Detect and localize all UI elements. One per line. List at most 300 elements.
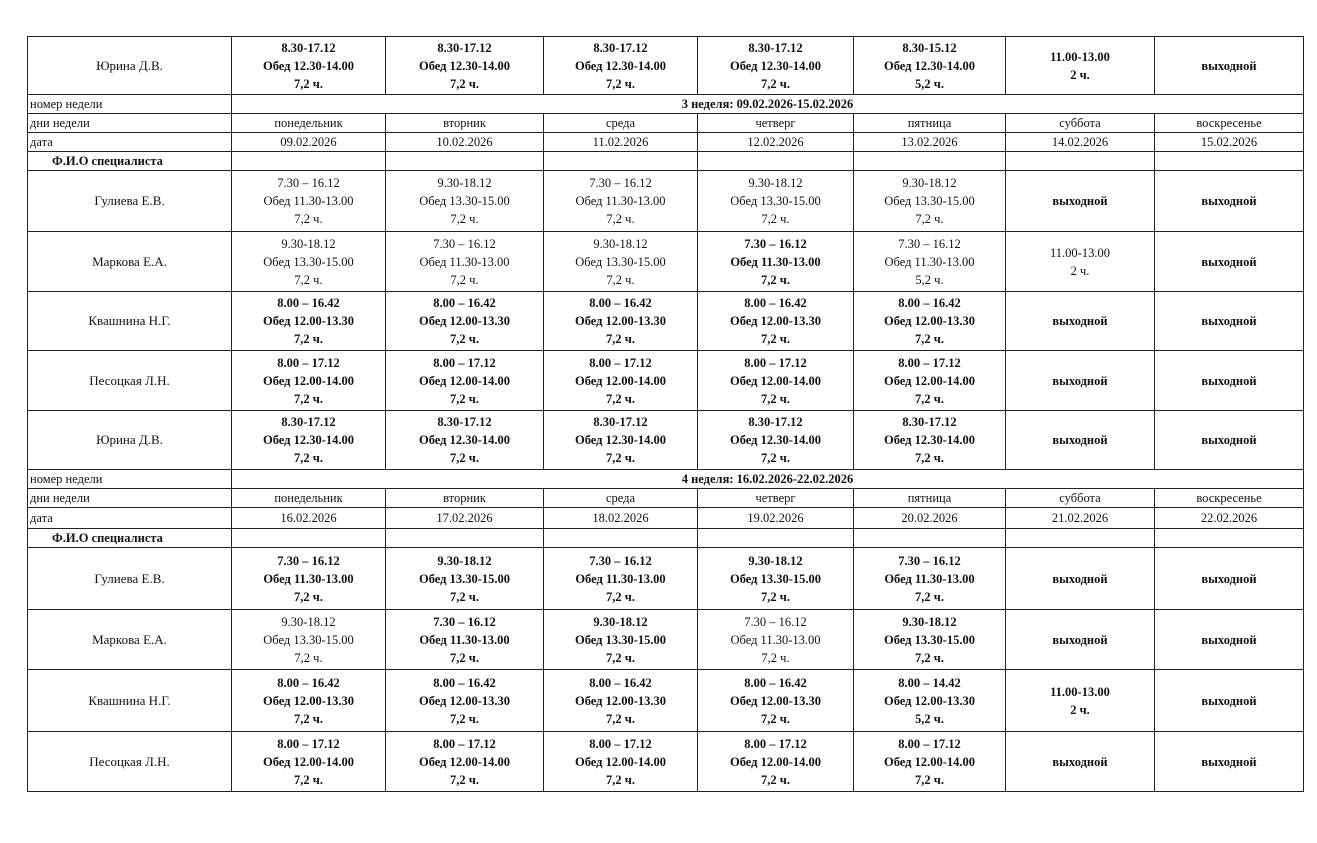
shift-line: Обед 12.30-14.00: [262, 58, 355, 73]
shift-cell: [698, 610, 854, 670]
weekday-name: понедельник: [232, 489, 386, 508]
shift-line: выходной: [1052, 571, 1108, 586]
empty-cell: [386, 529, 544, 548]
shift-line: 5,2 ч.: [915, 272, 944, 287]
shift-line: Обед 11.30-13.00: [263, 571, 354, 586]
shift-line: 9.30-18.12: [593, 614, 648, 629]
shift-line: 7.30 – 16.12: [898, 236, 961, 251]
shift-cell: [386, 548, 544, 610]
shift-line: 8.00 – 17.12: [433, 355, 496, 370]
empty-cell: [544, 152, 698, 171]
shift-line: 8.00 – 17.12: [589, 736, 652, 751]
weekday-name: воскресенье: [1155, 114, 1304, 133]
shift-cell: [854, 171, 1006, 232]
shift-line: выходной: [1201, 58, 1257, 73]
shift-line: Обед 12.00-14.00: [418, 373, 511, 388]
shift-line: Обед 13.30-15.00: [884, 194, 975, 208]
shift-line: Обед 11.30-13.00: [419, 632, 510, 647]
shift-cell: [544, 232, 698, 292]
specialist-header: Ф.И.О специалиста: [28, 152, 232, 171]
shift-line: Обед 12.00-14.00: [883, 373, 976, 388]
shift-line: 8.00 – 16.42: [744, 675, 807, 690]
shift-cell: [544, 292, 698, 351]
shift-line: 7,2 ч.: [606, 272, 635, 287]
shift-line: Обед 11.30-13.00: [575, 571, 666, 586]
shift-line: Обед 12.30-14.00: [574, 58, 667, 73]
specialist-header-row: [28, 152, 1304, 171]
specialist-row: [28, 548, 1304, 610]
shift-line: 7,2 ч.: [761, 272, 790, 287]
shift-line: 7,2 ч.: [761, 711, 790, 726]
shift-line: 8.00 – 17.12: [744, 736, 807, 751]
specialist-name: Песоцкая Л.Н.: [28, 351, 232, 411]
shift-line: Обед 13.30-15.00: [263, 254, 354, 269]
shift-line: 9.30-18.12: [902, 614, 957, 629]
shift-line: 8.00 – 17.12: [589, 355, 652, 370]
shift-line: выходной: [1201, 754, 1257, 769]
shift-cell: [854, 610, 1006, 670]
shift-line: 7,2 ч.: [761, 451, 790, 465]
shift-cell: [1155, 548, 1304, 610]
shift-cell: [386, 351, 544, 411]
shift-cell: [1155, 732, 1304, 792]
shift-cell: [232, 732, 386, 792]
shift-line: Обед 11.30-13.00: [730, 632, 821, 647]
shift-line: 7,2 ч.: [606, 76, 635, 91]
shift-line: 7,2 ч.: [606, 212, 635, 226]
shift-cell: [1155, 610, 1304, 670]
shift-line: 7,2 ч.: [761, 772, 790, 787]
shift-cell: [1006, 232, 1155, 292]
date-cell: 20.02.2026: [854, 508, 1006, 529]
shift-line: 7,2 ч.: [294, 650, 323, 665]
shift-line: Обед 12.00-14.00: [729, 373, 822, 388]
shift-line: Обед 13.30-15.00: [883, 632, 976, 647]
empty-cell: [698, 529, 854, 548]
shift-cell: [854, 232, 1006, 292]
week-title: 3 неделя: 09.02.2026-15.02.2026: [232, 95, 1304, 114]
shift-cell: [544, 670, 698, 732]
week-number-row: [28, 470, 1304, 489]
specialist-name: Юрина Д.В.: [28, 411, 232, 470]
shift-line: 9.30-18.12: [748, 553, 803, 568]
shift-line: Обед 12.00-13.30: [574, 314, 667, 328]
shift-line: 7,2 ч.: [294, 391, 323, 406]
shift-line: Обед 12.00-14.00: [262, 754, 355, 769]
shift-cell: [854, 292, 1006, 351]
shift-line: 9.30-18.12: [437, 176, 492, 190]
shift-line: 7.30 – 16.12: [589, 176, 652, 190]
shift-line: Обед 12.00-13.30: [262, 693, 355, 708]
shift-line: 7,2 ч.: [294, 212, 323, 226]
shift-line: 9.30-18.12: [593, 236, 648, 251]
shift-line: выходной: [1201, 571, 1257, 586]
dates-row: [28, 508, 1304, 529]
shift-cell: [1155, 171, 1304, 232]
shift-cell: [854, 351, 1006, 411]
empty-cell: [1006, 529, 1155, 548]
shift-cell: [854, 411, 1006, 470]
shift-line: Обед 11.30-13.00: [884, 571, 975, 586]
shift-cell: [698, 37, 854, 95]
shift-line: 2 ч.: [1070, 263, 1090, 278]
shift-line: 7,2 ч.: [294, 451, 323, 465]
shift-cell: [232, 610, 386, 670]
schedule-body: [28, 37, 1304, 792]
shift-line: выходной: [1201, 433, 1257, 447]
shift-line: Обед 11.30-13.00: [575, 194, 666, 208]
specialist-row: [28, 232, 1304, 292]
shift-line: 8.00 – 17.12: [277, 355, 340, 370]
shift-cell: [386, 37, 544, 95]
shift-line: 8.30-17.12: [593, 415, 648, 429]
shift-line: 2 ч.: [1070, 67, 1090, 82]
shift-cell: [232, 37, 386, 95]
shift-line: 8.30-17.12: [593, 40, 648, 55]
shift-line: 8.00 – 17.12: [433, 736, 496, 751]
shift-line: Обед 13.30-15.00: [419, 194, 510, 208]
shift-cell: [544, 411, 698, 470]
date-cell: 11.02.2026: [544, 133, 698, 152]
shift-line: выходной: [1201, 194, 1257, 208]
shift-line: 7,2 ч.: [761, 589, 790, 604]
week-number-label: номер недели: [28, 95, 232, 114]
shift-cell: [698, 670, 854, 732]
specialist-name: Квашнина Н.Г.: [28, 292, 232, 351]
shift-line: 7,2 ч.: [761, 76, 790, 91]
empty-cell: [232, 152, 386, 171]
shift-cell: [232, 411, 386, 470]
week-number-row: [28, 95, 1304, 114]
shift-cell: [544, 732, 698, 792]
specialist-name: Юрина Д.В.: [28, 37, 232, 95]
shift-line: 7.30 – 16.12: [433, 614, 496, 629]
shift-line: выходной: [1201, 373, 1257, 388]
shift-line: выходной: [1052, 433, 1108, 447]
date-cell: 17.02.2026: [386, 508, 544, 529]
shift-cell: [1006, 732, 1155, 792]
shift-cell: [698, 232, 854, 292]
weekday-name: среда: [544, 489, 698, 508]
shift-cell: [232, 670, 386, 732]
shift-line: 8.00 – 16.42: [898, 296, 961, 310]
shift-line: 8.30-17.12: [902, 415, 957, 429]
week-title: 4 неделя: 16.02.2026-22.02.2026: [232, 470, 1304, 489]
empty-cell: [698, 152, 854, 171]
shift-cell: [232, 351, 386, 411]
shift-cell: [544, 548, 698, 610]
shift-line: 8.00 – 17.12: [898, 736, 961, 751]
shift-line: 7,2 ч.: [450, 272, 479, 287]
date-cell: 22.02.2026: [1155, 508, 1304, 529]
shift-line: Обед 12.00-13.30: [418, 314, 511, 328]
weekdays-row: [28, 114, 1304, 133]
weekday-name: суббота: [1006, 114, 1155, 133]
shift-cell: [1006, 351, 1155, 411]
specialist-name: Маркова Е.А.: [28, 232, 232, 292]
date-cell: 21.02.2026: [1006, 508, 1155, 529]
shift-line: 7,2 ч.: [450, 589, 479, 604]
weekday-name: пятница: [854, 114, 1006, 133]
date-cell: 19.02.2026: [698, 508, 854, 529]
specialist-row: [28, 37, 1304, 95]
shift-line: 8.00 – 16.42: [433, 296, 496, 310]
shift-cell: [854, 548, 1006, 610]
shift-line: 8.00 – 17.12: [898, 355, 961, 370]
shift-line: Обед 12.30-14.00: [883, 58, 976, 73]
shift-cell: [386, 171, 544, 232]
shift-line: 8.30-17.12: [748, 40, 803, 55]
shift-line: 8.00 – 16.42: [589, 675, 652, 690]
shift-line: 7.30 – 16.12: [744, 236, 807, 251]
shift-line: 7,2 ч.: [294, 772, 323, 787]
weekday-name: четверг: [698, 489, 854, 508]
shift-line: Обед 12.00-13.30: [262, 314, 355, 328]
shift-line: 9.30-18.12: [748, 176, 803, 190]
empty-cell: [1155, 529, 1304, 548]
shift-line: 8.00 – 16.42: [744, 296, 807, 310]
shift-cell: [698, 548, 854, 610]
weekday-name: пятница: [854, 489, 1006, 508]
shift-line: Обед 12.30-14.00: [729, 433, 822, 447]
shift-line: Обед 12.00-13.30: [574, 693, 667, 708]
shift-line: 7,2 ч.: [761, 650, 790, 665]
shift-cell: [698, 171, 854, 232]
shift-cell: [698, 732, 854, 792]
specialist-row: [28, 732, 1304, 792]
shift-line: 7.30 – 16.12: [744, 614, 807, 629]
shift-line: 7,2 ч.: [450, 451, 479, 465]
shift-cell: [698, 411, 854, 470]
date-cell: 18.02.2026: [544, 508, 698, 529]
shift-cell: [1006, 292, 1155, 351]
shift-line: 8.30-17.12: [281, 40, 336, 55]
shift-cell: [232, 292, 386, 351]
shift-line: 8.00 – 16.42: [277, 296, 340, 310]
shift-cell: [1006, 670, 1155, 732]
shift-line: Обед 13.30-15.00: [574, 632, 667, 647]
date-cell: 15.02.2026: [1155, 133, 1304, 152]
shift-cell: [386, 292, 544, 351]
empty-cell: [544, 529, 698, 548]
shift-line: 7,2 ч.: [761, 391, 790, 406]
shift-line: 9.30-18.12: [281, 614, 336, 629]
shift-cell: [386, 670, 544, 732]
shift-line: 7,2 ч.: [915, 451, 944, 465]
empty-cell: [1155, 152, 1304, 171]
shift-line: 7,2 ч.: [761, 212, 790, 226]
specialist-name: Гулиева Е.В.: [28, 171, 232, 232]
shift-line: 8.00 – 17.12: [277, 736, 340, 751]
shift-cell: [386, 732, 544, 792]
shift-line: Обед 12.00-14.00: [883, 754, 976, 769]
date-label: дата: [28, 508, 232, 529]
shift-line: 7,2 ч.: [450, 711, 479, 726]
shift-line: Обед 13.30-15.00: [263, 632, 354, 647]
shift-cell: [1155, 670, 1304, 732]
shift-line: 7,2 ч.: [294, 332, 323, 346]
shift-cell: [854, 732, 1006, 792]
shift-line: 7,2 ч.: [606, 451, 635, 465]
date-cell: 09.02.2026: [232, 133, 386, 152]
shift-line: выходной: [1052, 314, 1108, 328]
shift-cell: [1006, 548, 1155, 610]
specialist-row: [28, 292, 1304, 351]
week-number-label: номер недели: [28, 470, 232, 489]
shift-line: Обед 12.00-13.30: [883, 693, 976, 708]
empty-cell: [386, 152, 544, 171]
shift-line: 11.00-13.00: [1050, 684, 1110, 699]
shift-line: 5,2 ч.: [915, 711, 944, 726]
shift-line: 7,2 ч.: [915, 332, 944, 346]
empty-cell: [1006, 152, 1155, 171]
shift-line: выходной: [1052, 754, 1108, 769]
shift-line: 8.00 – 16.42: [277, 675, 340, 690]
shift-line: Обед 12.30-14.00: [883, 433, 976, 447]
specialist-name: Гулиева Е.В.: [28, 548, 232, 610]
shift-line: 7,2 ч.: [606, 772, 635, 787]
weekday-name: суббота: [1006, 489, 1155, 508]
shift-line: 7,2 ч.: [606, 711, 635, 726]
shift-line: Обед 13.30-15.00: [418, 571, 511, 586]
date-cell: 12.02.2026: [698, 133, 854, 152]
weekday-name: воскресенье: [1155, 489, 1304, 508]
shift-line: Обед 11.30-13.00: [419, 254, 510, 269]
weekday-name: четверг: [698, 114, 854, 133]
shift-line: 7,2 ч.: [450, 332, 479, 346]
shift-line: 2 ч.: [1070, 702, 1090, 717]
shift-line: 7,2 ч.: [915, 212, 944, 226]
shift-cell: [1155, 232, 1304, 292]
shift-line: 7.30 – 16.12: [277, 553, 340, 568]
shift-cell: [698, 292, 854, 351]
specialist-name: Квашнина Н.Г.: [28, 670, 232, 732]
shift-line: Обед 12.00-13.30: [729, 314, 822, 328]
specialist-row: [28, 670, 1304, 732]
empty-cell: [854, 152, 1006, 171]
shift-line: выходной: [1052, 373, 1108, 388]
weekdays-label: дни недели: [28, 489, 232, 508]
shift-line: 5,2 ч.: [915, 76, 944, 91]
shift-cell: [1155, 351, 1304, 411]
date-cell: 13.02.2026: [854, 133, 1006, 152]
shift-cell: [544, 37, 698, 95]
shift-cell: [1155, 37, 1304, 95]
shift-line: 7.30 – 16.12: [277, 176, 340, 190]
shift-line: 9.30-18.12: [902, 176, 957, 190]
shift-line: 7,2 ч.: [450, 772, 479, 787]
shift-line: 7,2 ч.: [915, 650, 944, 665]
shift-line: Обед 11.30-13.00: [884, 254, 975, 269]
shift-line: Обед 12.00-13.30: [883, 314, 976, 328]
shift-line: 8.30-17.12: [437, 40, 492, 55]
shift-cell: [386, 411, 544, 470]
dates-row: [28, 133, 1304, 152]
shift-line: Обед 12.00-14.00: [574, 754, 667, 769]
empty-cell: [232, 529, 386, 548]
shift-line: Обед 12.30-14.00: [418, 433, 511, 447]
shift-line: выходной: [1201, 254, 1257, 269]
shift-cell: [1155, 411, 1304, 470]
shift-cell: [544, 351, 698, 411]
shift-line: Обед 12.30-14.00: [262, 433, 355, 447]
specialist-row: [28, 411, 1304, 470]
shift-line: Обед 12.30-14.00: [574, 433, 667, 447]
shift-line: 11.00-13.00: [1050, 245, 1110, 260]
shift-line: 7,2 ч.: [450, 76, 479, 91]
shift-line: 8.30-15.12: [902, 40, 957, 55]
shift-line: Обед 12.00-14.00: [418, 754, 511, 769]
shift-line: 7,2 ч.: [450, 212, 479, 226]
shift-cell: [698, 351, 854, 411]
shift-line: 7,2 ч.: [761, 332, 790, 346]
shift-line: 7,2 ч.: [294, 272, 323, 287]
shift-line: 7.30 – 16.12: [898, 553, 961, 568]
weekdays-row: [28, 489, 1304, 508]
shift-line: 7,2 ч.: [450, 650, 479, 665]
shift-cell: [232, 548, 386, 610]
shift-cell: [1006, 171, 1155, 232]
shift-line: Обед 13.30-15.00: [575, 254, 666, 269]
date-cell: 16.02.2026: [232, 508, 386, 529]
shift-line: 8.00 – 16.42: [589, 296, 652, 310]
shift-line: выходной: [1052, 194, 1108, 208]
shift-line: Обед 11.30-13.00: [730, 254, 821, 269]
specialist-row: [28, 171, 1304, 232]
specialist-name: Песоцкая Л.Н.: [28, 732, 232, 792]
shift-line: 9.30-18.12: [437, 553, 492, 568]
shift-cell: [232, 171, 386, 232]
shift-line: 8.30-17.12: [748, 415, 803, 429]
weekday-name: среда: [544, 114, 698, 133]
shift-line: выходной: [1201, 632, 1257, 647]
date-cell: 14.02.2026: [1006, 133, 1155, 152]
shift-line: 7,2 ч.: [915, 391, 944, 406]
weekday-name: понедельник: [232, 114, 386, 133]
shift-cell: [1006, 610, 1155, 670]
shift-line: 7,2 ч.: [915, 589, 944, 604]
shift-line: 7,2 ч.: [606, 332, 635, 346]
shift-line: 8.00 – 17.12: [744, 355, 807, 370]
shift-line: 8.00 – 14.42: [898, 675, 961, 690]
shift-line: выходной: [1052, 632, 1108, 647]
shift-line: 7.30 – 16.12: [433, 236, 496, 251]
shift-line: Обед 13.30-15.00: [730, 194, 821, 208]
shift-cell: [386, 232, 544, 292]
shift-line: Обед 12.00-13.30: [418, 693, 511, 708]
shift-line: Обед 12.00-14.00: [729, 754, 822, 769]
shift-line: выходной: [1201, 693, 1257, 708]
shift-line: 7,2 ч.: [294, 589, 323, 604]
shift-line: выходной: [1201, 314, 1257, 328]
specialist-header: Ф.И.О специалиста: [28, 529, 232, 548]
shift-line: Обед 12.30-14.00: [729, 58, 822, 73]
shift-line: 8.00 – 16.42: [433, 675, 496, 690]
shift-line: 11.00-13.00: [1050, 49, 1110, 64]
specialist-row: [28, 351, 1304, 411]
shift-cell: [854, 670, 1006, 732]
shift-line: 7,2 ч.: [915, 772, 944, 787]
shift-line: 7,2 ч.: [294, 711, 323, 726]
shift-cell: [386, 610, 544, 670]
date-cell: 10.02.2026: [386, 133, 544, 152]
shift-line: 9.30-18.12: [281, 236, 336, 251]
shift-line: 7,2 ч.: [606, 391, 635, 406]
shift-line: Обед 12.00-14.00: [574, 373, 667, 388]
weekday-name: вторник: [386, 489, 544, 508]
shift-line: 7.30 – 16.12: [589, 553, 652, 568]
shift-line: Обед 11.30-13.00: [263, 194, 354, 208]
